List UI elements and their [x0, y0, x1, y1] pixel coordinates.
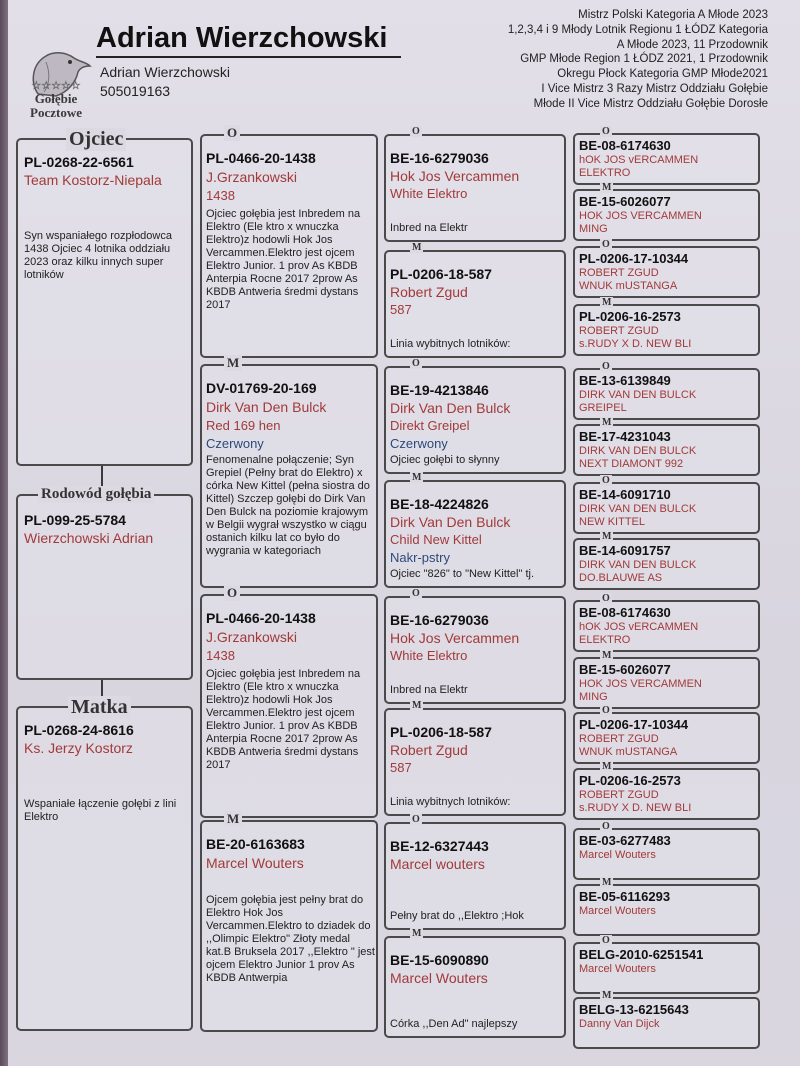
- owner-name: Hok Jos Vercammen: [390, 630, 520, 646]
- pigeon-note: Inbred na Elektr: [390, 684, 468, 696]
- owner-name: Marcel Wouters: [579, 963, 656, 975]
- father-owner: Team Kostorz-Niepala: [24, 172, 162, 188]
- sex-marker: O: [412, 814, 420, 825]
- ring-number: DV-01769-20-169: [206, 380, 317, 396]
- ring-number: BELG-2010-6251541: [579, 947, 704, 962]
- ring-number: BE-19-4213846: [390, 382, 489, 398]
- pigeon-name: NEXT DIAMONT 992: [579, 458, 684, 470]
- sire-dam-box-2: [200, 364, 378, 588]
- owner-name: hOK JOS vERCAMMEN: [579, 621, 699, 633]
- sex-marker: O: [412, 588, 420, 599]
- ring-number: PL-0466-20-1438: [206, 610, 316, 626]
- ring-number: PL-0206-18-587: [390, 266, 492, 282]
- ancestor-box-5: [573, 368, 760, 420]
- breeder-phone: 505019163: [100, 83, 171, 99]
- pigeon-name: WNUK mUSTANGA: [579, 280, 678, 292]
- owner-name: DIRK VAN DEN BULCK: [579, 503, 697, 515]
- ring-number: BE-08-6174630: [579, 138, 671, 153]
- sex-marker: M: [602, 990, 612, 1001]
- logo-text: Gołębie Pocztowe: [30, 91, 82, 120]
- pigeon-name: GREIPEL: [579, 402, 627, 414]
- pigeon-name: NEW KITTEL: [579, 516, 646, 528]
- father-box: [16, 138, 193, 466]
- sex-marker: M: [602, 417, 612, 428]
- pigeon-note: Linia wybitnych lotników:: [390, 338, 511, 350]
- mother-note: Wspaniałe łączenie gołębi z lini Elektro: [24, 798, 177, 823]
- ancestor-box-4: [573, 304, 760, 356]
- sex-marker: O: [602, 239, 610, 250]
- ring-number: BELG-13-6215643: [579, 1002, 689, 1017]
- pigeon-note: Ojciec gołębia jest Inbredem na Elektro (Ele ktro x wnuczka Elektro)z hodowli Hok Jos Vercammen.Elektro jest ojcem Elektro Junior. 1 prov As KBDB Anterpia Rocne 2017 2prow As KBDB Antweria średmi dystans 2017: [206, 668, 361, 771]
- sex-marker: O: [602, 126, 610, 137]
- ring-number: BE-08-6174630: [579, 605, 671, 620]
- ring-number: BE-15-6090890: [390, 952, 489, 968]
- sex-marker: M: [224, 811, 242, 827]
- sex-marker: M: [412, 472, 422, 483]
- title-underline: [96, 56, 401, 58]
- ring-number: BE-16-6279036: [390, 612, 489, 628]
- ancestor-box-10: [573, 657, 760, 709]
- sex-marker: M: [602, 877, 612, 888]
- sex-marker: O: [602, 593, 610, 604]
- ancestor-box-16: [573, 997, 760, 1049]
- father-ring: PL-0268-22-6561: [24, 154, 134, 170]
- pigeon-note: Ojciec gołębia jest Inbredem na Elektro (Ele ktro x wnuczka Elektro)z hodowli Hok Jos Vercammen.Elektro jest ojcem Elektro Junior. 1 prov As KBDB Anterpia Rocne 2017 2prow As KBDB Antweria średmi dystans 2017: [206, 208, 361, 311]
- owner-name: Marcel Wouters: [206, 855, 304, 871]
- pigeon-name: s.RUDY X D. NEW BLI: [579, 338, 692, 350]
- ring-number: BE-16-6279036: [390, 150, 489, 166]
- sex-marker: O: [602, 935, 610, 946]
- owner-name: Marcel wouters: [390, 856, 485, 872]
- sire-dam-box-4: [200, 820, 378, 1032]
- sire-dam-box-3: [200, 594, 378, 818]
- grandparent-box-8: [384, 936, 566, 1038]
- ancestor-box-2: [573, 189, 760, 241]
- achievement-line: Okregu Płock Kategoria GMP Młode2021: [557, 68, 768, 81]
- grandparent-box-4: [384, 480, 566, 588]
- owner-name: DIRK VAN DEN BULCK: [579, 559, 697, 571]
- sex-marker: M: [412, 700, 422, 711]
- ancestor-box-7: [573, 482, 760, 534]
- sire-dam-box-1: [200, 134, 378, 358]
- pigeon-name: DO.BLAUWE AS: [579, 572, 663, 584]
- ring-number: BE-17-4231043: [579, 429, 671, 444]
- pigeon-name: White Elektro: [390, 186, 468, 201]
- pigeon-note: Córka ,,Den Ad" najlepszy: [390, 1018, 518, 1030]
- ancestor-box-15: [573, 942, 760, 994]
- achievement-line: GMP Młode Region 1 ŁÓDZ 2021, 1 Przodownik: [520, 53, 768, 66]
- owner-name: DIRK VAN DEN BULCK: [579, 445, 697, 457]
- pigeon-name: 587: [390, 302, 412, 317]
- pigeon-box: [16, 494, 193, 680]
- grandparent-box-3: [384, 366, 566, 474]
- owner-name: Marcel Wouters: [579, 849, 656, 861]
- breeder-subname: Adrian Wierzchowski: [100, 64, 230, 80]
- ring-number: BE-15-6026077: [579, 194, 671, 209]
- sex-marker: O: [602, 821, 610, 832]
- mother-box: [16, 706, 193, 1031]
- pigeon-owner: Wierzchowski Adrian: [24, 530, 154, 546]
- pigeon-name: ELEKTRO: [579, 634, 631, 646]
- grandparent-box-6: [384, 708, 566, 816]
- ring-number: BE-05-6116293: [579, 889, 671, 904]
- ring-number: BE-14-6091757: [579, 543, 671, 558]
- owner-name: ROBERT ZGUD: [579, 789, 659, 801]
- owner-name: HOK JOS VERCAMMEN: [579, 210, 702, 222]
- grandparent-box-2: [384, 250, 566, 358]
- pigeon-name: MING: [579, 223, 608, 235]
- pigeon-name: s.RUDY X D. NEW BLI: [579, 802, 692, 814]
- achievement-line: 1,2,3,4 i 9 Młody Lotnik Regionu 1 ŁÓDZ Kategoria: [507, 23, 768, 36]
- sex-marker: O: [412, 126, 420, 137]
- pedigree-sheet: [8, 0, 800, 1066]
- pigeon-note: Inbred na Elektr: [390, 222, 468, 234]
- ring-number: BE-20-6163683: [206, 836, 305, 852]
- owner-name: Marcel Wouters: [579, 905, 656, 917]
- pigeon-note: Ojciec gołębi to słynny: [390, 454, 500, 466]
- pigeon-name: Child New Kittel: [390, 532, 482, 547]
- pigeon-note: Ojciec "826" to "New Kittel" tj.: [390, 568, 535, 580]
- owner-name: Hok Jos Vercammen: [390, 168, 520, 184]
- ancestor-box-6: [573, 424, 760, 476]
- sex-marker: M: [412, 242, 422, 253]
- ring-number: PL-0206-18-587: [390, 724, 492, 740]
- owner-name: DIRK VAN DEN BULCK: [579, 389, 697, 401]
- ring-number: BE-12-6327443: [390, 838, 489, 854]
- father-note: Syn wspaniałego rozpłodowca 1438 Ojciec 4 lotnika oddziału 2023 oraz kilku innych super lotników: [24, 230, 172, 281]
- sex-marker: M: [602, 650, 612, 661]
- ring-number: BE-18-4224826: [390, 496, 489, 512]
- ring-number: BE-14-6091710: [579, 487, 671, 502]
- pigeon-name: WNUK mUSTANGA: [579, 746, 678, 758]
- breeder-name-title: Adrian Wierzchowski: [96, 22, 388, 54]
- ancestor-box-11: [573, 712, 760, 764]
- sex-marker: M: [224, 355, 242, 371]
- ancestor-box-14: [573, 884, 760, 936]
- achievements-list: [508, 8, 768, 112]
- sex-marker: O: [224, 125, 240, 141]
- owner-name: Robert Zgud: [390, 742, 468, 758]
- achievement-line: I Vice Mistrz 3 Razy Mistrz Oddziału Gołębie: [541, 82, 768, 95]
- sex-marker: M: [602, 182, 612, 193]
- pigeon-note: Pełny brat do ,,Elektro ;Hok: [390, 910, 524, 922]
- ring-number: PL-0206-16-2573: [579, 309, 681, 324]
- achievement-line: Młode II Vice Mistrz Oddziału Gołębie Dorosłe: [533, 97, 768, 110]
- pigeon-name: 1438: [206, 648, 235, 663]
- pigeon-note: Ojcem gołębia jest pełny brat do Elektro Hok Jos Vercammen.Elektro to dziadek do ,,Olimpic Elektro" Złoty medal kat.B Bruksela 2017 ,,Elektro " jest ojcem Elektro Junior 1 prov As KBDB Antwerpia: [206, 894, 375, 984]
- mother-ring: PL-0268-24-8616: [24, 722, 134, 738]
- owner-name: J.Grzankowski: [206, 629, 298, 645]
- ancestor-box-1: [573, 133, 760, 185]
- pigeon-name: 1438: [206, 188, 235, 203]
- ring-number: BE-15-6026077: [579, 662, 671, 677]
- pedigree-label: Rodowód gołębia: [38, 486, 154, 503]
- owner-name: Marcel Wouters: [390, 970, 488, 986]
- ancestor-box-9: [573, 600, 760, 652]
- ring-number: PL-0206-17-10344: [579, 717, 689, 732]
- owner-name: Dirk Van Den Bulck: [390, 514, 511, 530]
- owner-name: hOK JOS vERCAMMEN: [579, 154, 699, 166]
- owner-name: J.Grzankowski: [206, 169, 298, 185]
- owner-name: Danny Van Dijck: [579, 1018, 660, 1030]
- owner-name: Robert Zgud: [390, 284, 468, 300]
- grandparent-box-7: [384, 822, 566, 930]
- sex-marker: M: [602, 761, 612, 772]
- ancestor-box-3: [573, 246, 760, 298]
- pigeon-ring: PL-099-25-5784: [24, 512, 126, 528]
- sex-marker: M: [602, 297, 612, 308]
- achievement-line: Mistrz Polski Kategoria A Młode 2023: [578, 9, 768, 21]
- ring-number: PL-0206-16-2573: [579, 773, 681, 788]
- mother-owner: Ks. Jerzy Kostorz: [24, 740, 133, 756]
- pigeon-name: White Elektro: [390, 648, 468, 663]
- ring-number: BE-03-6277483: [579, 833, 671, 848]
- pigeon-name: MING: [579, 691, 608, 703]
- pigeon-name: Red 169 hen: [206, 418, 281, 433]
- owner-name: Dirk Van Den Bulck: [390, 400, 511, 416]
- sex-marker: O: [224, 585, 240, 601]
- grandparent-box-1: [384, 134, 566, 242]
- pigeon-color: Czerwony: [206, 436, 264, 451]
- ancestor-box-12: [573, 768, 760, 820]
- sex-marker: M: [602, 531, 612, 542]
- ring-number: PL-0466-20-1438: [206, 150, 316, 166]
- owner-name: HOK JOS VERCAMMEN: [579, 678, 702, 690]
- sex-marker: O: [602, 475, 610, 486]
- sex-marker: O: [602, 361, 610, 372]
- ancestor-box-13: [573, 828, 760, 880]
- mother-label: Matka: [68, 696, 131, 719]
- owner-name: ROBERT ZGUD: [579, 733, 659, 745]
- sex-marker: M: [412, 928, 422, 939]
- pigeon-color: Nakr-pstry: [390, 550, 450, 565]
- grandparent-box-5: [384, 596, 566, 704]
- owner-name: Dirk Van Den Bulck: [206, 399, 327, 415]
- ring-number: BE-13-6139849: [579, 373, 671, 388]
- sex-marker: O: [412, 358, 420, 369]
- father-label: Ojciec: [66, 128, 126, 151]
- owner-name: ROBERT ZGUD: [579, 325, 659, 337]
- pigeon-name: ELEKTRO: [579, 167, 631, 179]
- pigeon-color: Czerwony: [390, 436, 448, 451]
- ancestor-box-8: [573, 538, 760, 590]
- logo-stars: ☆☆☆☆☆: [31, 80, 81, 92]
- pigeon-name: 587: [390, 760, 412, 775]
- achievement-line: A Młode 2023, 11 Przodownik: [616, 38, 768, 51]
- owner-name: ROBERT ZGUD: [579, 267, 659, 279]
- sex-marker: O: [602, 705, 610, 716]
- pigeon-note: Fenomenalne połączenie; Syn Grepiel (Pełny brat do Elektro) x córka New Kittel (pełna siostra do Kittel) Szczep gołębi do Dirk Van Den Bulck na poziomie krajowym w Belgii wygrał wszystko w ciągu ostanich kilku lat co było do wygrania w kategoriach: [206, 454, 370, 557]
- pigeon-name: Direkt Greipel: [390, 418, 470, 433]
- ring-number: PL-0206-17-10344: [579, 251, 689, 266]
- pigeon-note: Linia wybitnych lotników:: [390, 796, 511, 808]
